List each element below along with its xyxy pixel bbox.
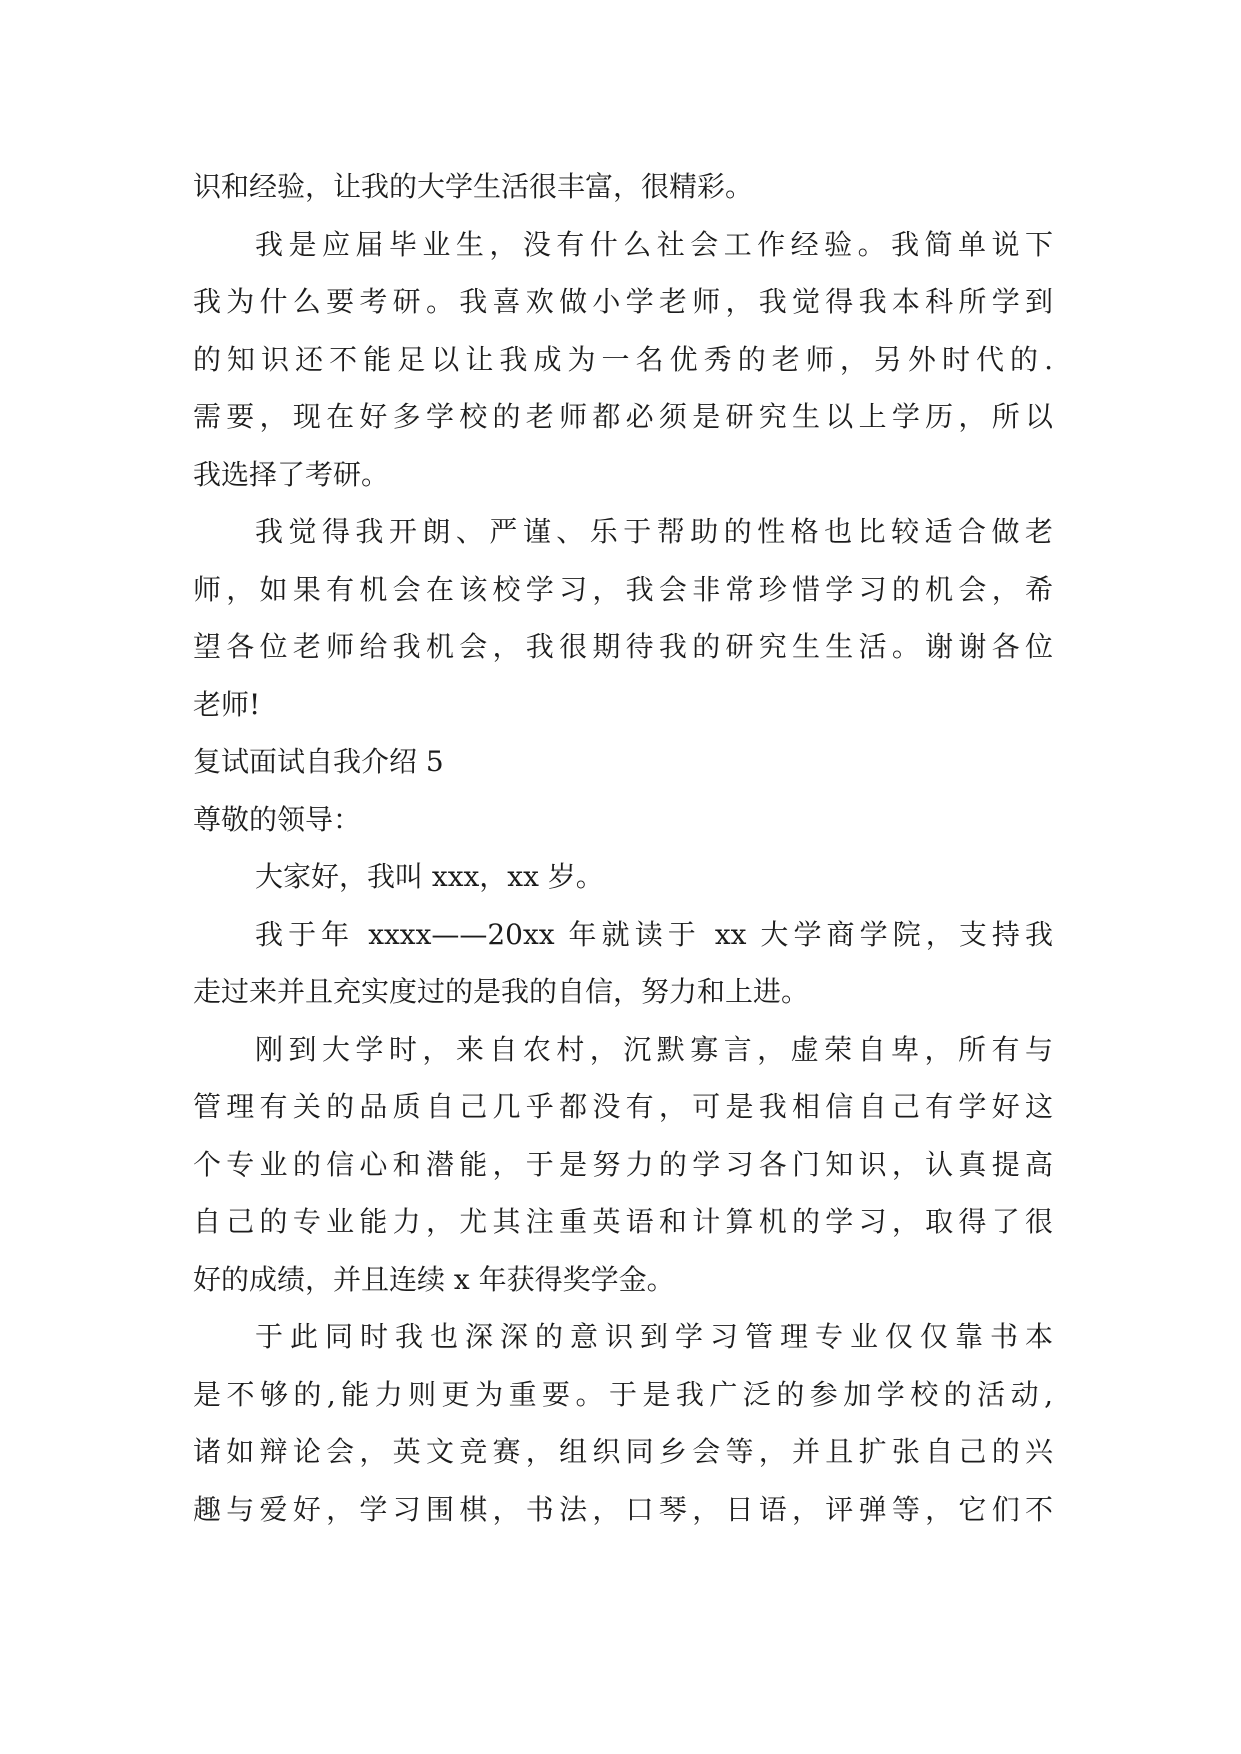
text-line: 管理有关的品质自己几乎都没有，可是我相信自己有学好这 — [193, 1090, 1053, 1123]
document-body — [193, 158, 1053, 1538]
text-line: 于此同时我也深深的意识到学习管理专业仅仅靠书本 — [255, 1320, 1053, 1353]
text-line: 望各位老师给我机会，我很期待我的研究生生活。谢谢各位 — [193, 630, 1053, 663]
text-line: 刚到大学时，来自农村，沉默寡言，虚荣自卑，所有与 — [255, 1032, 1053, 1066]
text-line: 老师! — [193, 687, 261, 721]
text-line: 个专业的信心和潜能，于是努力的学习各门知识，认真提高 — [193, 1147, 1053, 1181]
text-line: 我觉得我开朗、严谨、乐于帮助的性格也比较适合做老 — [255, 515, 1053, 548]
text-line: 走过来并且充实度过的是我的自信，努力和上进。 — [193, 975, 810, 1008]
text-line: 自己的专业能力，尤其注重英语和计算机的学习，取得了很 — [193, 1205, 1053, 1238]
text-line: 趣与爱好，学习围棋，书法，口琴，日语，评弹等，它们不 — [193, 1492, 1053, 1526]
text-line: 的知识还不能足以让我成为一名优秀的老师，另外时代的. — [193, 342, 1053, 376]
text-line: 我是应届毕业生，没有什么社会工作经验。我简单说下 — [255, 227, 1053, 261]
text-line: 复试面试自我介绍 5 — [193, 745, 444, 778]
text-line: 好的成绩，并且连续 x 年获得奖学金。 — [193, 1262, 675, 1296]
text-line: 需要，现在好多学校的老师都必须是研究生以上学历，所以 — [193, 400, 1053, 433]
text-line: 我于年 xxxx——20xx 年就读于 xx 大学商学院，支持我 — [255, 917, 1053, 951]
text-line: 是不够的,能力则更为重要。于是我广泛的参加学校的活动, — [193, 1377, 1053, 1411]
text-line: 我选择了考研。 — [193, 457, 390, 491]
text-line: 师，如果有机会在该校学习，我会非常珍惜学习的机会，希 — [193, 572, 1053, 606]
text-line: 识和经验，让我的大学生活很丰富，很精彩。 — [193, 170, 754, 203]
text-line: 诸如辩论会，英文竞赛，组织同乡会等，并且扩张自己的兴 — [193, 1435, 1053, 1468]
text-line: 大家好，我叫 xxx，xx 岁。 — [255, 860, 604, 893]
text-line: 我为什么要考研。我喜欢做小学老师，我觉得我本科所学到 — [193, 285, 1053, 318]
text-line: 尊敬的领导： — [193, 802, 362, 836]
